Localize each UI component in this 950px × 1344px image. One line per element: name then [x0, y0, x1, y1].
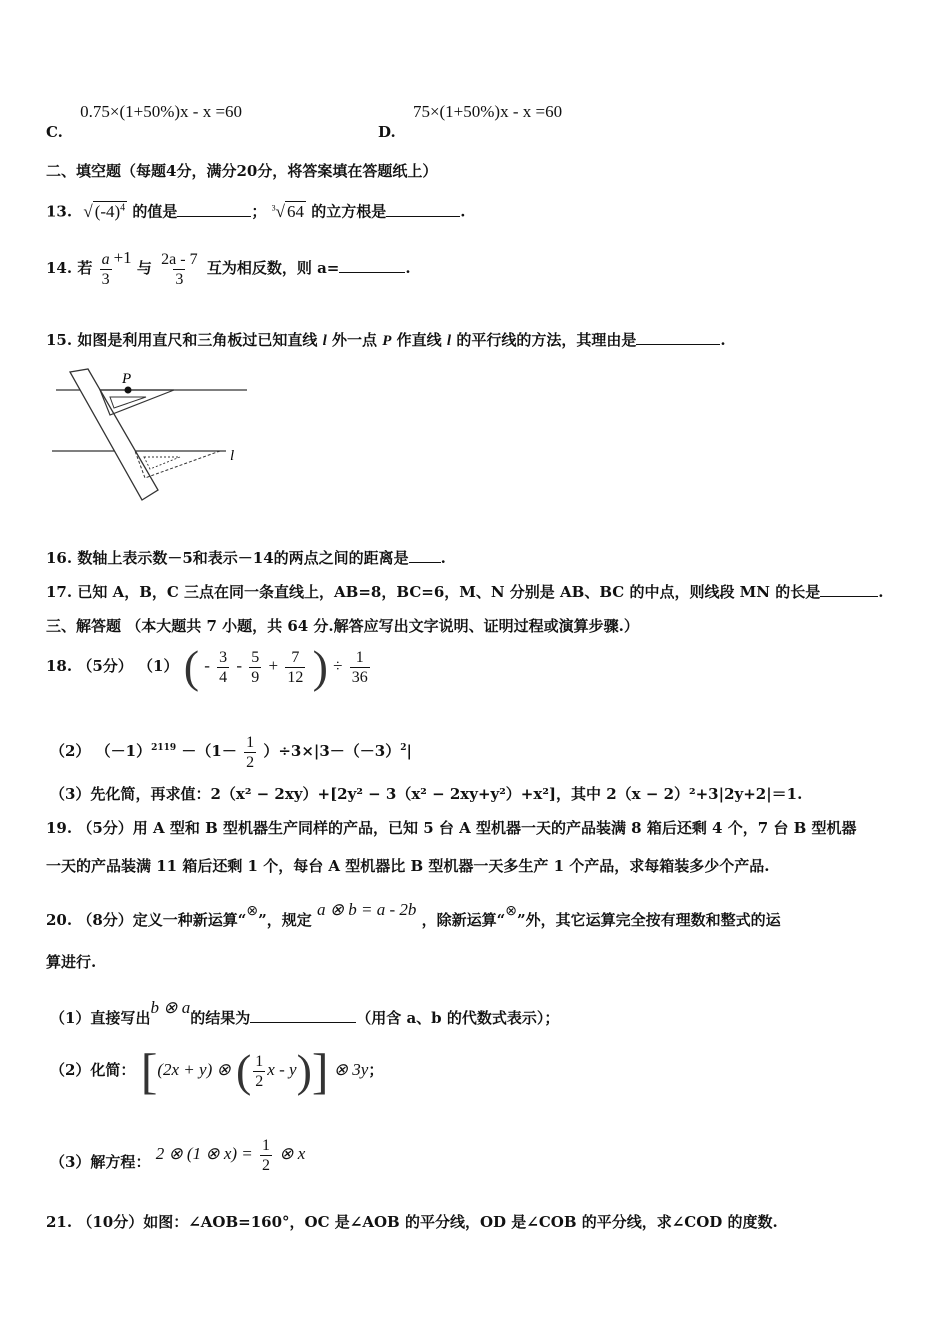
- q17-end: .: [878, 583, 884, 601]
- q18-a-num: 3: [219, 648, 228, 666]
- option-c-label: C.: [46, 123, 63, 141]
- q16-blank: [409, 548, 441, 563]
- q13-text1: 的值是: [132, 202, 178, 221]
- q14-f1-num: a: [101, 250, 110, 268]
- figure-label-p: P: [122, 371, 132, 387]
- q21-number: 21.: [46, 1213, 73, 1231]
- q14-fraction-2: [159, 250, 199, 289]
- q17-text: 已知 A，B，C 三点在同一条直线上，AB=8，BC=6，M、N 分别是 AB、BC 的中点，则线段 MN 的长是: [77, 583, 821, 601]
- q18-d-num: 1: [355, 648, 364, 666]
- q18-p2-exp2: 2: [400, 743, 407, 753]
- q18-p2-exp: 2119: [151, 743, 177, 753]
- q18-d-den: 36: [351, 668, 368, 686]
- q18-b-num: 5: [251, 648, 260, 666]
- q13-sep: ；: [251, 202, 267, 221]
- q18-p2-d: |: [406, 742, 412, 760]
- q16-text: 数轴上表示数－5和表示－14的两点之间的距离是: [77, 549, 409, 567]
- figure-triangle-bottom-inner: [144, 457, 180, 469]
- figure-ruler: [70, 369, 158, 500]
- q20-t2: ”，规定: [258, 911, 312, 929]
- q20-t3: ，除新运算“: [421, 911, 506, 929]
- q14-blank: [339, 258, 405, 273]
- q18-number: 18.: [46, 657, 73, 675]
- q13-blank1: [177, 202, 251, 217]
- q18-p2-c: ）÷3×|3－（－3）: [263, 742, 401, 760]
- q20-rule: a ⊗ b = a - 2b: [317, 900, 417, 919]
- q20-p3-right: ⊗ x: [279, 1144, 306, 1163]
- q18-p2-f-num: 1: [246, 733, 255, 751]
- question-20-line1: [46, 900, 781, 930]
- q20-p2-close-paren: ): [296, 1045, 312, 1096]
- q18-frac-b: [249, 648, 261, 687]
- q20-p3-f-num: 1: [262, 1136, 270, 1154]
- q20-op1: ⊗: [246, 904, 259, 919]
- q18-p2-b: －（1－: [181, 742, 237, 760]
- q21-text: （10分）如图：∠AOB=160°，OC 是∠AOB 的平分线，OD 是∠COB 的平分线，求∠COD 的度数.: [77, 1213, 778, 1231]
- question-20-part3: [50, 1132, 305, 1184]
- q13-number: 13.: [46, 202, 73, 221]
- question-14: [46, 248, 411, 289]
- q20-op2: ⊗: [505, 904, 518, 919]
- q20-p3-f-den: 2: [262, 1156, 270, 1174]
- question-20-line2: 算进行.: [46, 953, 97, 971]
- q16-end: .: [440, 549, 446, 567]
- q20-p2-a: （2）化简：: [50, 1061, 136, 1079]
- q20-number: 20.: [46, 911, 73, 929]
- q17-blank: [820, 582, 878, 597]
- q13-cbrt-val: 64: [287, 201, 305, 221]
- q19-number: 19.: [46, 819, 73, 837]
- option-d-label: D.: [378, 123, 396, 141]
- option-d: [378, 102, 563, 142]
- option-c: [46, 102, 243, 142]
- q14-plus1: +1: [113, 248, 132, 267]
- question-18-part1: [46, 641, 372, 692]
- q18-minus1: -: [204, 656, 210, 675]
- q18-b-den: 9: [251, 668, 260, 686]
- q20-p2-tail: ⊗ 3y: [333, 1060, 369, 1079]
- q15-figure: [50, 368, 250, 508]
- q20-p1-expr: b ⊗ a: [150, 998, 191, 1017]
- q20-p2-end: ；: [368, 1061, 384, 1079]
- q14-post: 互为相反数，则 a=: [206, 259, 340, 277]
- q20-p3-a: （3）解方程：: [50, 1153, 151, 1171]
- question-16: [46, 548, 446, 568]
- question-15: [46, 330, 726, 351]
- q13-text2: 的立方根是: [311, 202, 387, 221]
- q20-p2-f-den: 2: [255, 1072, 264, 1090]
- q14-f2-den: 3: [175, 270, 184, 288]
- q15-text-b: 外一点: [332, 331, 378, 349]
- q15-text-d: 的平行线的方法，其理由是: [456, 331, 637, 349]
- section2-title: 二、填空题（每题4分，满分20分，将答案填在答题纸上）: [46, 162, 438, 180]
- q20-p2-close-bracket: ]: [311, 1043, 329, 1099]
- option-d-formula: 75×(1+50%)x - x =60: [412, 102, 563, 121]
- question-18-part2: [50, 728, 412, 772]
- question-19-line1: [46, 818, 857, 838]
- q20-p2-f-num: 1: [255, 1052, 264, 1070]
- q20-p3-left: 2 ⊗ (1 ⊗ x) =: [155, 1144, 253, 1163]
- q18-a-den: 4: [219, 668, 228, 686]
- q13-cbrt: $^3$√ 64: [271, 201, 305, 221]
- q13-blank2: [386, 202, 460, 217]
- question-13: [46, 198, 466, 222]
- q15-text-a: 如图是利用直尺和三角板过已知直线: [77, 331, 318, 349]
- q20-p2-frac: [253, 1052, 265, 1091]
- q20-p2-open-bracket: [: [140, 1043, 158, 1099]
- q20-p1-b: 的结果为: [190, 1009, 251, 1027]
- q20-t1: （8分）定义一种新运算“: [77, 911, 247, 929]
- question-18-part3: （3）先化简，再求值：2（x² − 2xy）+[2y² − 3（x² − 2xy+y²）+x²]，其中 2（x − 2）²+3|2y+2|＝1.: [50, 785, 803, 803]
- q14-fraction-1: [100, 250, 112, 289]
- q20-p2-open-paren: (: [235, 1045, 252, 1096]
- q14-f1-den: 3: [101, 270, 110, 288]
- q14-end: .: [405, 259, 411, 277]
- q18-open-paren: (: [183, 641, 200, 692]
- q18-frac-c: [285, 648, 305, 687]
- q18-div: ÷: [333, 656, 343, 675]
- q14-number: 14.: [46, 259, 73, 277]
- question-17: [46, 582, 883, 602]
- q20-p1-c: （用含 a、b 的代数式表示）；: [356, 1009, 560, 1027]
- q18-score: （5分）: [77, 657, 133, 675]
- figure-point-p: [125, 387, 132, 394]
- q15-end: .: [720, 331, 726, 349]
- question-20-part2: [50, 1043, 384, 1099]
- q20-p2-inner1: (2x + y) ⊗: [157, 1060, 231, 1079]
- q18-p2-f-den: 2: [246, 753, 255, 771]
- q13-sqrt: √ $(-4)^4$: [83, 201, 126, 221]
- q18-c-den: 12: [287, 668, 304, 686]
- q16-number: 16.: [46, 549, 73, 567]
- q20-p3-frac: [260, 1136, 272, 1175]
- section3-title: 三、解答题 （本大题共 7 小题，共 64 分.解答应写出文字说明、证明过程或演算步骤.）: [46, 617, 639, 635]
- q15-l2: l: [446, 333, 452, 349]
- q18-c-num: 7: [291, 648, 300, 666]
- q20-p2-inner2: x - y: [267, 1060, 297, 1079]
- option-c-formula: 0.75×(1+50%)x - x =60: [80, 102, 243, 121]
- q13-cbrt-index: 3: [271, 203, 276, 212]
- q20-p1-blank: [250, 1008, 356, 1023]
- q20-t4: ”外，其它运算完全按有理数和整式的运: [517, 911, 781, 929]
- q18-p2-a: （－1）: [95, 742, 152, 760]
- q17-number: 17.: [46, 583, 73, 601]
- q20-p1-a: （1）直接写出: [50, 1009, 151, 1027]
- q18-plus: +: [268, 656, 279, 675]
- q15-p: P: [382, 333, 392, 349]
- q14-pre: 若: [77, 259, 93, 277]
- figure-label-l: l: [230, 448, 235, 464]
- q18-frac-a: [217, 648, 229, 687]
- q15-l1: l: [322, 333, 327, 349]
- question-21: [46, 1212, 778, 1232]
- q15-text-c: 作直线: [396, 331, 442, 349]
- q19-line1: （5分）用 A 型和 B 型机器生产同样的产品，已知 5 台 A 型机器一天的产品装满 8 箱后还剩 4 个，7 台 B 型机器: [77, 819, 857, 837]
- q15-blank: [636, 330, 720, 345]
- question-20-part1: [50, 998, 559, 1028]
- q18-close-paren: ): [312, 641, 328, 692]
- q18-p2-frac: [244, 733, 256, 772]
- q14-mid: 与: [136, 259, 152, 277]
- q13-sqrt-expr: (-4): [94, 201, 121, 221]
- q14-f2-num: 2a - 7: [161, 250, 198, 268]
- q18-minus2: -: [236, 656, 243, 675]
- q15-number: 15.: [46, 331, 73, 349]
- question-19-line2: 一天的产品装满 11 箱后还剩 1 个，每台 A 型机器比 B 型机器一天多生产 1 个产品，求每箱装多少个产品.: [46, 857, 770, 875]
- q18-p2-label: （2）: [50, 742, 91, 760]
- q13-sqrt-exp: 4: [120, 202, 126, 213]
- q13-end: .: [460, 202, 466, 221]
- q18-frac-d: [350, 648, 370, 687]
- q18-p1-label: （1）: [138, 657, 179, 675]
